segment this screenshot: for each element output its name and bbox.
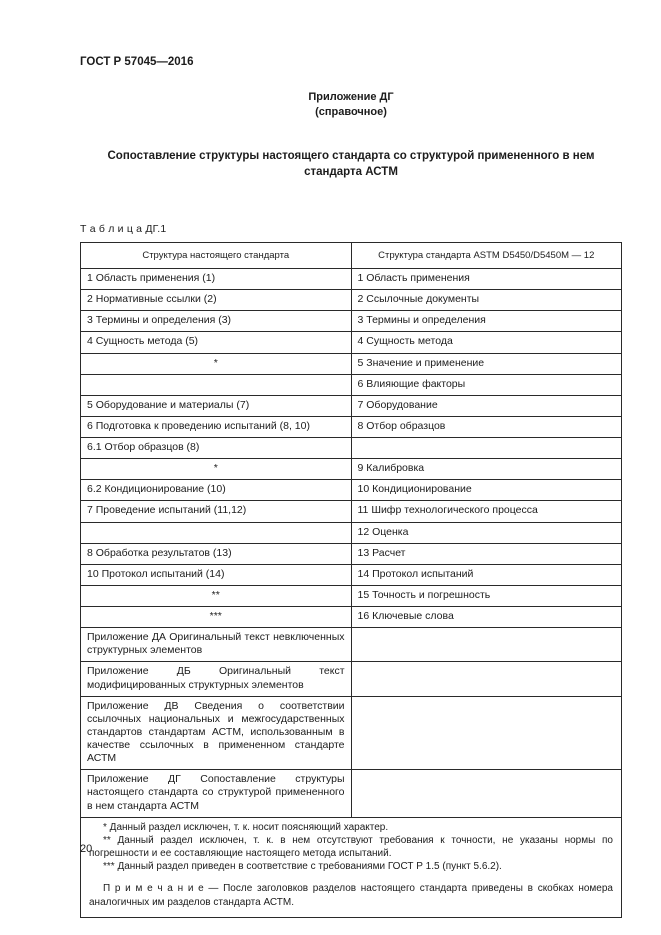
table-row bbox=[81, 501, 622, 522]
table-row bbox=[81, 770, 622, 817]
table-row bbox=[81, 564, 622, 585]
cell-left: Приложение ДА Оригинальный текст невключенных структурных элементов bbox=[81, 628, 352, 662]
table-row bbox=[81, 662, 622, 696]
table-row bbox=[81, 374, 622, 395]
cell-left bbox=[81, 374, 352, 395]
table-row bbox=[81, 696, 622, 770]
doc-number: ГОСТ Р 57045—2016 bbox=[80, 56, 194, 68]
cell-right: 7 Оборудование bbox=[351, 395, 622, 416]
table-row bbox=[81, 480, 622, 501]
table-row bbox=[81, 290, 622, 311]
cell-right: 15 Точность и погрешность bbox=[351, 585, 622, 606]
cell-left: 3 Термины и определения (3) bbox=[81, 311, 352, 332]
cell-right: 12 Оценка bbox=[351, 522, 622, 543]
cell-left: 2 Нормативные ссылки (2) bbox=[81, 290, 352, 311]
cell-right: 16 Ключевые слова bbox=[351, 607, 622, 628]
cell-right: 4 Сущность метода bbox=[351, 332, 622, 353]
cell-left: Приложение ДВ Сведения о соответствии ссылочных национальных и межгосударственных стандартов стандартам АСТМ, использованным в качестве ссылочных в примененном стандарте АСТМ bbox=[81, 696, 352, 770]
footnote: *** Данный раздел приведен в соответствие с требованиями ГОСТ Р 1.5 (пункт 5.6.2). bbox=[103, 861, 502, 873]
table-label: Т а б л и ц а ДГ.1 bbox=[80, 223, 167, 236]
cell-right bbox=[351, 662, 622, 696]
table-row bbox=[81, 522, 622, 543]
cell-right: 9 Калибровка bbox=[351, 459, 622, 480]
cell-right: 14 Протокол испытаний bbox=[351, 564, 622, 585]
table-row bbox=[81, 332, 622, 353]
cell-left: 10 Протокол испытаний (14) bbox=[81, 564, 352, 585]
footnote: * Данный раздел исключен, т. к. носит поясняющий характер. bbox=[103, 821, 389, 833]
cell-right: 3 Термины и определения bbox=[351, 311, 622, 332]
cell-left: 6.1 Отбор образцов (8) bbox=[81, 438, 352, 459]
comparison-table bbox=[80, 242, 622, 918]
page-number: 20 bbox=[80, 843, 93, 855]
cell-left bbox=[81, 522, 352, 543]
table-row bbox=[81, 311, 622, 332]
table-row bbox=[81, 438, 622, 459]
cell-left: 1 Область применения (1) bbox=[81, 269, 352, 290]
table-row bbox=[81, 543, 622, 564]
col-header-right: Структура стандарта ASTM D5450/D5450M — 12 bbox=[351, 243, 622, 269]
appendix-label: Приложение ДГ bbox=[308, 91, 394, 103]
table-row bbox=[81, 459, 622, 480]
cell-right bbox=[351, 770, 622, 817]
footnote-row bbox=[81, 817, 622, 917]
table-row bbox=[81, 353, 622, 374]
page-title: Сопоставление структуры настоящего стандарта со структурой примененного в нем стандарта АСТМ bbox=[107, 149, 595, 179]
table-header-row bbox=[81, 243, 622, 269]
cell-right bbox=[351, 438, 622, 459]
table-row bbox=[81, 416, 622, 437]
cell-left: 8 Обработка результатов (13) bbox=[81, 543, 352, 564]
cell-left: * bbox=[81, 459, 352, 480]
appendix-heading bbox=[80, 90, 622, 120]
cell-right: 5 Значение и применение bbox=[351, 353, 622, 374]
footnote-cell bbox=[81, 817, 622, 917]
table-row bbox=[81, 395, 622, 416]
cell-left: Приложение ДБ Оригинальный текст модифицированных структурных элементов bbox=[81, 662, 352, 696]
table-row bbox=[81, 607, 622, 628]
appendix-kind: (справочное) bbox=[315, 105, 387, 118]
cell-left: 5 Оборудование и материалы (7) bbox=[81, 395, 352, 416]
cell-left: * bbox=[81, 353, 352, 374]
table-note: П р и м е ч а н и е — После заголовков разделов настоящего стандарта приведены в скобках номера аналогичных им разделов стандарта АСТМ. bbox=[89, 883, 613, 908]
table-row bbox=[81, 628, 622, 662]
footnotes bbox=[89, 821, 613, 874]
cell-left: *** bbox=[81, 607, 352, 628]
table-row bbox=[81, 269, 622, 290]
footnote: ** Данный раздел исключен, т. к. в нем отсутствуют требования к точности, не указаны нормы по погрешности и ее составляющие настоящего метода испытаний. bbox=[89, 834, 613, 860]
cell-left: 6.2 Кондиционирование (10) bbox=[81, 480, 352, 501]
cell-right: 8 Отбор образцов bbox=[351, 416, 622, 437]
cell-right: 1 Область применения bbox=[351, 269, 622, 290]
cell-left: Приложение ДГ Сопоставление структуры настоящего стандарта со структурой примененного в нем стандарта АСТМ bbox=[81, 770, 352, 817]
cell-right bbox=[351, 628, 622, 662]
cell-right: 6 Влияющие факторы bbox=[351, 374, 622, 395]
col-header-left: Структура настоящего стандарта bbox=[81, 243, 352, 269]
cell-right: 10 Кондиционирование bbox=[351, 480, 622, 501]
cell-right: 2 Ссылочные документы bbox=[351, 290, 622, 311]
cell-left: 7 Проведение испытаний (11,12) bbox=[81, 501, 352, 522]
cell-right: 11 Шифр технологического процесса bbox=[351, 501, 622, 522]
cell-right: 13 Расчет bbox=[351, 543, 622, 564]
cell-right bbox=[351, 696, 622, 770]
table-row bbox=[81, 585, 622, 606]
cell-left: 6 Подготовка к проведению испытаний (8, 10) bbox=[81, 416, 352, 437]
cell-left: ** bbox=[81, 585, 352, 606]
table-body bbox=[81, 269, 622, 818]
cell-left: 4 Сущность метода (5) bbox=[81, 332, 352, 353]
